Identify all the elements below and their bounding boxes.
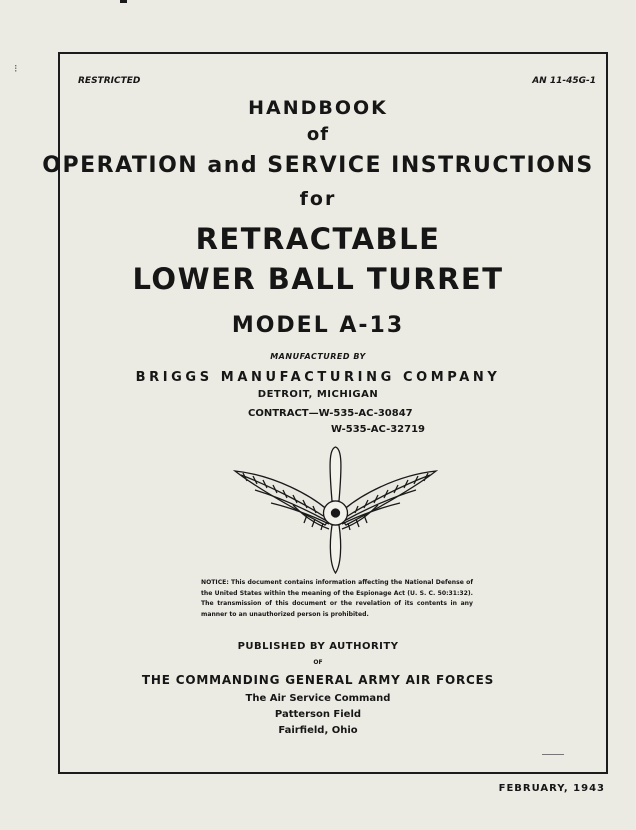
commanding-general-line: THE COMMANDING GENERAL ARMY AIR FORCES	[141, 673, 495, 687]
manufactured-by-label: MANUFACTURED BY	[270, 352, 366, 361]
document-number: AN 11-45G-1	[532, 76, 596, 86]
title-of: of	[306, 124, 330, 145]
title-lower-ball-turret: LOWER BALL TURRET	[132, 262, 504, 296]
publication-date: FEBRUARY, 1943	[498, 783, 605, 794]
title-handbook: HANDBOOK	[248, 97, 388, 119]
manufacturer-name: BRIGGS MANUFACTURING COMPANY	[135, 370, 501, 385]
contract-number-2: W-535-AC-32719	[331, 424, 426, 435]
fairfield-ohio: Fairfield, Ohio	[278, 725, 358, 736]
published-by-authority: PUBLISHED BY AUTHORITY	[237, 641, 399, 652]
army-air-forces-winged-propeller-icon	[233, 445, 438, 575]
scan-mark	[120, 0, 127, 3]
restricted-label: RESTRICTED	[78, 76, 141, 86]
authority-of: OF	[313, 659, 323, 666]
contract-number-1: CONTRACT—W-535-AC-30847	[248, 408, 413, 419]
espionage-act-notice: NOTICE: This document contains information affecting the National Defense of the United States within the meaning of the Espionage Act (U. S. C. 50:31:32). The transmission of this document or the revelation of its contents in any manner to an unauthorized person is prohibited.	[201, 579, 473, 618]
title-operation-service: OPERATION and SERVICE INSTRUCTIONS	[42, 153, 594, 178]
air-service-command: The Air Service Command	[245, 693, 391, 704]
title-for: for	[299, 188, 337, 210]
model-number: MODEL A-13	[231, 313, 405, 338]
scan-speck: ⁝	[14, 62, 18, 75]
scan-line	[542, 754, 564, 755]
manufacturer-city: DETROIT, MICHIGAN	[257, 389, 379, 400]
title-retractable: RETRACTABLE	[195, 222, 441, 256]
patterson-field: Patterson Field	[274, 709, 362, 720]
